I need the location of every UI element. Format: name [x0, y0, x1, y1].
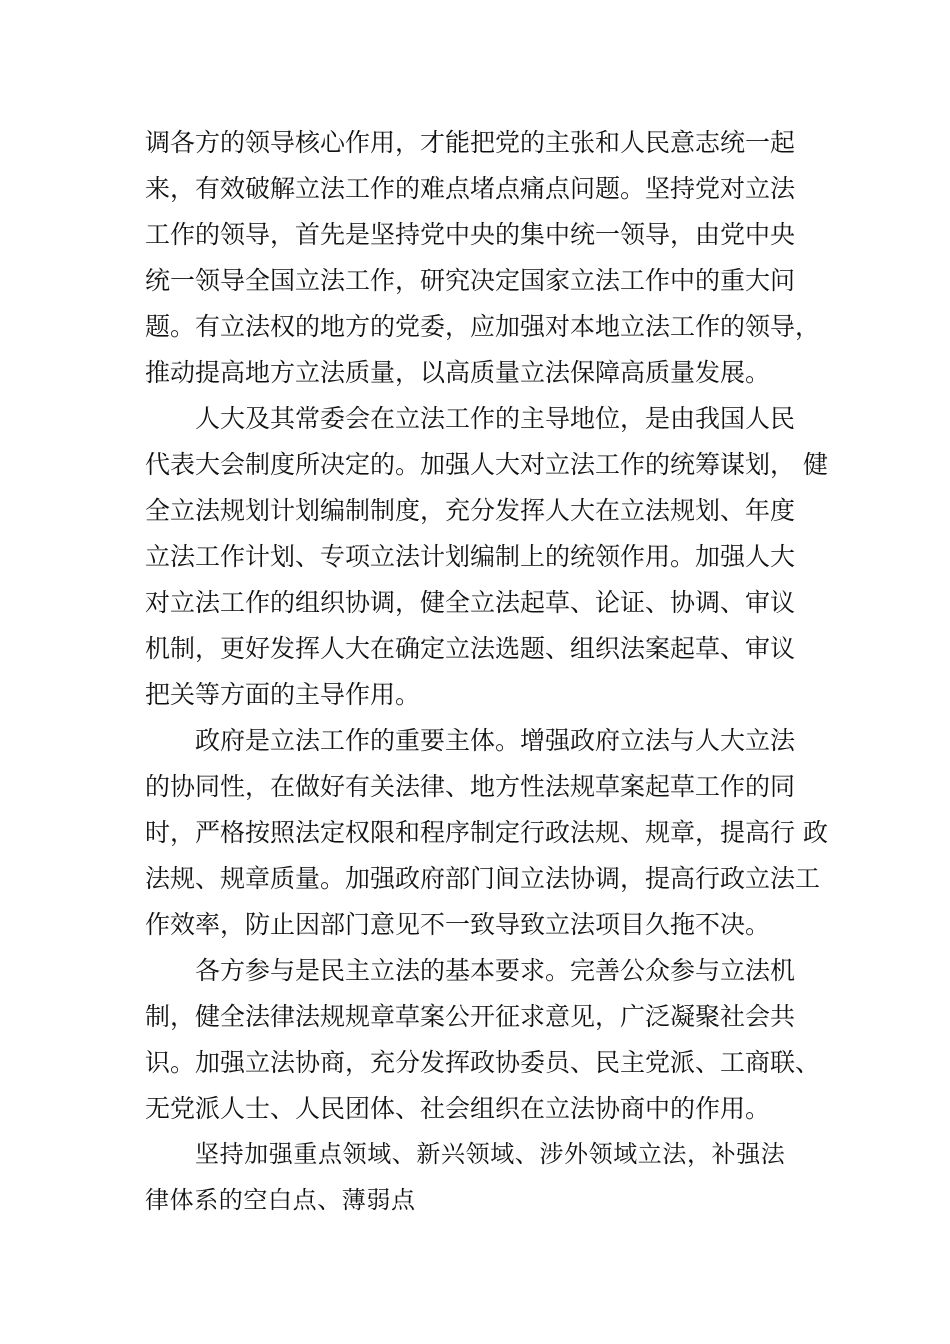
paragraph-party-leadership [145, 120, 835, 396]
text-line: 工作的领导，首先是坚持党中央的集中统一领导，由党中央 [145, 220, 796, 249]
paragraph-public-participation [145, 948, 835, 1132]
text-line: 对立法工作的组织协调，健全立法起草、论证、协调、审议 [145, 588, 796, 617]
paragraph-government-legislation [145, 718, 835, 948]
text-line: 识。加强立法协商，充分发挥政协委员、民主党派、工商联、 [145, 1048, 821, 1077]
text-line: 律体系的空白点、薄弱点 [145, 1186, 416, 1214]
text-line: 人大及其常委会在立法工作的主导地位，是由我国人民 [195, 404, 796, 433]
text-line: 作效率，防止因部门意见不一致导致立法项目久拖不决。 [145, 910, 771, 939]
text-line: 制，健全法律法规规章草案公开征求意见，广泛凝聚社会共 [145, 1002, 796, 1031]
text-line: 全立法规划计划编制制度，充分发挥人大在立法规划、年度 [145, 496, 796, 525]
paragraph-npc-leading-role [145, 396, 835, 718]
text-line: 来，有效破解立法工作的难点堵点痛点问题。坚持党对立法 [145, 174, 796, 203]
paragraph-key-areas [145, 1131, 835, 1223]
text-line: 法规、规章质量。加强政府部门间立法协调，提高行政立法工 [145, 864, 821, 893]
text-line: 机制，更好发挥人大在确定立法选题、组织法案起草、审议 [145, 634, 796, 663]
text-line: 无党派人士、人民团体、社会组织在立法协商中的作用。 [145, 1094, 771, 1123]
text-line: 坚持加强重点领域、新兴领域、涉外领域立法，补强法 [195, 1140, 786, 1168]
text-line: 时，严格按照法定权限和程序制定行政法规、规章，提高行 政 [145, 818, 828, 847]
text-line: 调各方的领导核心作用，才能把党的主张和人民意志统一起 [145, 128, 796, 157]
text-line: 统一领导全国立法工作，研究决定国家立法工作中的重大问 [145, 266, 796, 295]
text-line: 题。有立法权的地方的党委，应加强对本地立法工作的领导， [145, 312, 821, 341]
text-line: 把关等方面的主导作用。 [145, 680, 421, 709]
text-line: 各方参与是民主立法的基本要求。完善公众参与立法机 [195, 956, 796, 985]
text-line: 推动提高地方立法质量，以高质量立法保障高质量发展。 [145, 358, 771, 387]
text-line: 政府是立法工作的重要主体。增强政府立法与人大立法 [195, 726, 796, 755]
text-line: 代表大会制度所决定的。加强人大对立法工作的统筹谋划， 健 [145, 450, 828, 479]
text-line: 的协同性，在做好有关法律、地方性法规草案起草工作的同 [145, 772, 796, 801]
text-line: 立法工作计划、专项立法计划编制上的统领作用。加强人大 [145, 542, 796, 571]
